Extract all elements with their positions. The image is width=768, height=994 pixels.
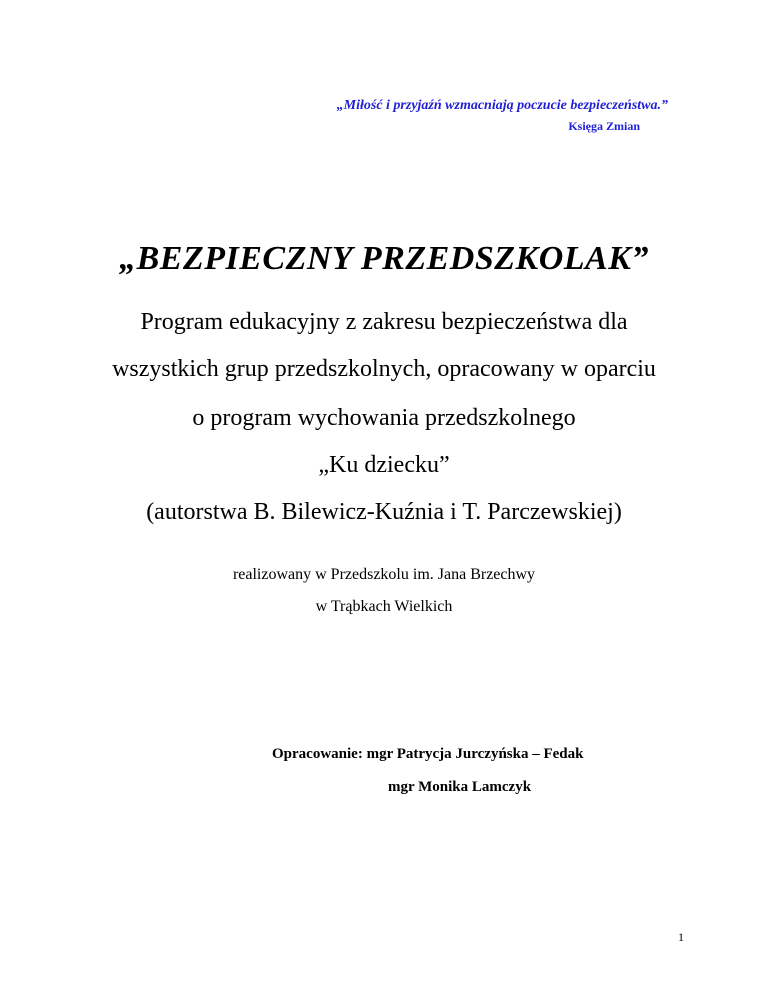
description-line-1: Program edukacyjny z zakresu bezpieczeństwa dla	[140, 309, 628, 335]
realization-line-2: w Trąbkach Wielkich	[315, 598, 453, 615]
description-line-2: wszystkich grup przedszkolnych, opracowany w oparciu	[112, 356, 656, 382]
description-line-4: „Ku dziecku”	[318, 452, 450, 478]
description-line-5: (autorstwa B. Bilewicz-Kuźnia i T. Parczewskiej)	[146, 499, 622, 525]
motto-quote: „Miłość i przyjaźń wzmacniają poczucie bezpieczeństwa.”	[336, 98, 668, 113]
authors-line-2: mgr Monika Lamczyk	[388, 779, 532, 795]
authors-line-1: Opracowanie: mgr Patrycja Jurczyńska – Fedak	[272, 746, 584, 762]
motto-source: Księga Zmian	[568, 119, 640, 133]
realization-line-1: realizowany w Przedszkolu im. Jana Brzechwy	[232, 566, 536, 583]
document-title: „BEZPIECZNY PRZEDSZKOLAK”	[119, 240, 649, 277]
page-number: 1	[678, 930, 684, 944]
description-line-3: o program wychowania przedszkolnego	[192, 405, 576, 431]
